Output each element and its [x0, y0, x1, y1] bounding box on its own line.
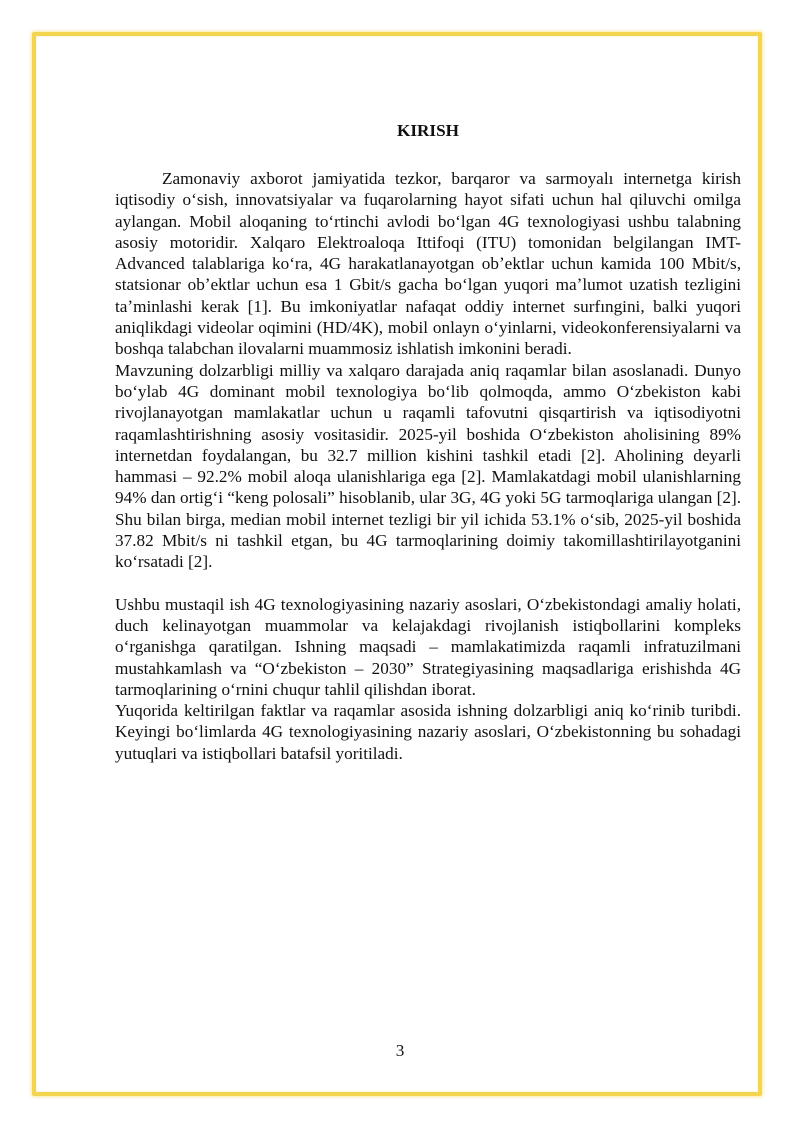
- page-number: 3: [395, 1041, 405, 1060]
- paragraph-intro: Zamonaviy axborot jamiyatida tezkor, barqaror va sarmoyalı internetga kirish iqtisodiy oʻsish, innovatsiyalar va fuqarolarning hayot sifati uchun hal qiluvchi omilga aylangan. Mobil aloqaning toʻrtinchi avlodi boʻlgan 4G texnologiyasi ushbu talabning asosiy motoridir. Xalqaro Elektroaloqa Ittifoqi (ITU) tomonidan belgilangan IMT-Advanced talablariga koʻra, 4G harakatlanayotgan obʼektlar uchun kamida 100 Mbit/s, statsionar obʼektlar uchun esa 1 Gbit/s gacha boʻlgan yuqori maʼlumot uzatish tezligini taʼminlashi kerak [1]. Bu imkoniyatlar nafaqat oddiy internet surfıngini, balki yuqori aniqlikdagi videolar oqimini (HD/4K), mobil onlayn oʻyinlarni, videokonferensiyalarni va boshqa talabchan ilovalarni muammosiz ishlatish imkonini beradi.: [115, 169, 741, 359]
- paragraph-conclusion: Yuqorida keltirilgan faktlar va raqamlar asosida ishning dolzarbligi aniq koʻrinib turibdi. Keyingi boʻlimlarda 4G texnologiyasining nazariy asoslari, Oʻzbekistonning bu sohadagi yutuqlari va istiqbollari batafsil yoritiladi.: [115, 701, 741, 763]
- document-body: [115, 118, 741, 764]
- page-title: KIRISH: [396, 121, 460, 140]
- paragraph-purpose: Ushbu mustaqil ish 4G texnologiyasining nazariy asoslari, Oʻzbekistondagi amaliy holati, duch kelinayotgan muammolar va kelajakdagi rivojlanish istiqbollarini kompleks oʻrganishga qaratilgan. Ishning maqsadi – mamlakatimizda raqamli infratuzilmani mustahkamlash va “Oʻzbekiston – 2030” Strategiyasining maqsadlariga erishishda 4G tarmoqlarining oʻrnini chuqur tahlil qilishdan iborat.: [115, 594, 741, 699]
- paragraph-relevance: Mavzuning dolzarbligi milliy va xalqaro darajada aniq raqamlar bilan asoslanadi. Dunyo boʻylab 4G dominant mobil texnologiya boʻlib qolmoqda, ammo Oʻzbekiston kabi rivojlanayotgan mamlakatlar uchun u raqamli tafovutni qisqartirish va iqtisodiyotni raqamlashtirishning asosiy vositasidir. 2025-yil boshida Oʻzbekiston aholisining 89% internetdan foydalangan, bu 32.7 million kishini tashkil etadi [2]. Aholining deyarli hammasi – 92.2% mobil aloqa ulanishlariga ega [2]. Mamlakatdagi mobil ulanishlarning 94% dan ortigʻi “keng polosali” hisoblanib, ular 3G, 4G yoki 5G tarmoqlariga ulangan [2]. Shu bilan birga, median mobil internet tezligi bir yil ichida 53.1% oʻsib, 2025-yil boshida 37.82 Mbit/s ni tashkil etgan, bu 4G tarmoqlarining doimiy takomillashtirilayotganini koʻrsatadi [2].: [115, 360, 741, 572]
